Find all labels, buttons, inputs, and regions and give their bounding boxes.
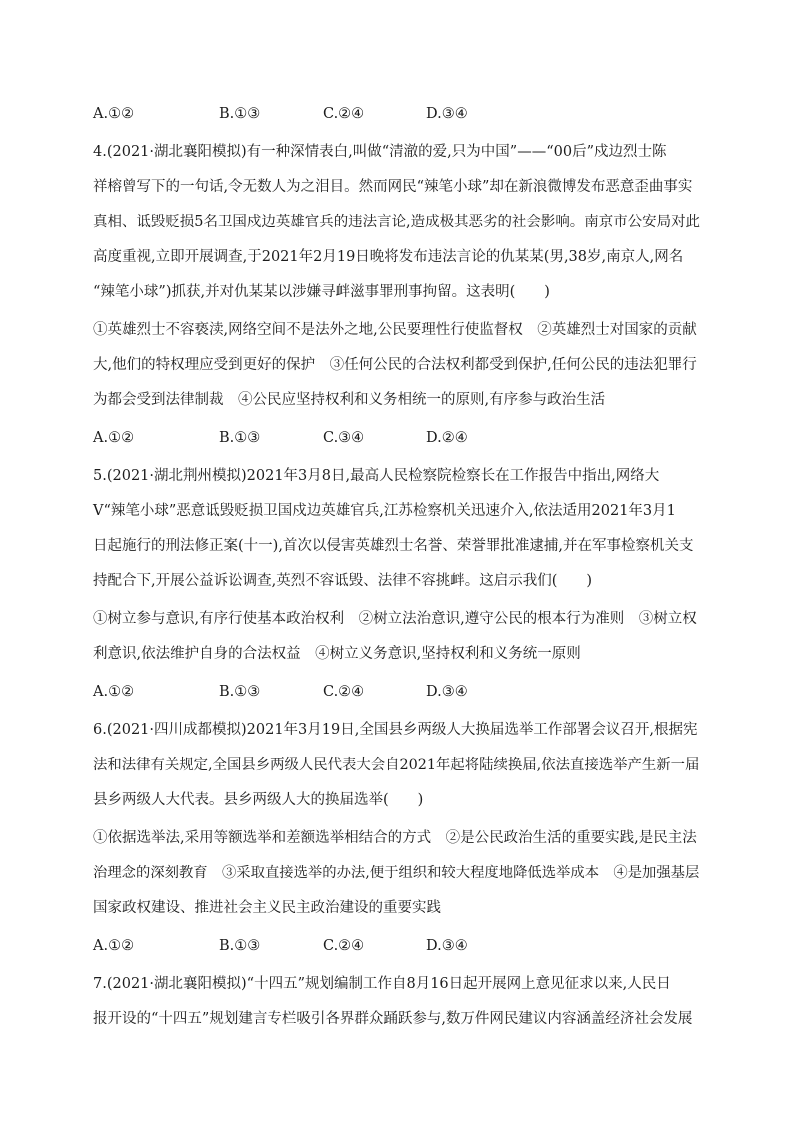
- q3-option-a[interactable]: A.①②: [93, 106, 135, 122]
- q4-option-d[interactable]: D.②④: [426, 430, 468, 446]
- q4-stem-line: 祥榕曾写下的一句话,令无数人为之泪目。然而网民“辣笔小球”却在新浪微博发布恶意歪曲事实: [93, 179, 693, 195]
- q4-statement-line: 为都会受到法律制裁 ④公民应坚持权利和义务相统一的原则,有序参与政治生活: [93, 392, 606, 408]
- q6-statement-line: 国家政权建设、推进社会主义民主政治建设的重要实践: [93, 900, 441, 916]
- q6-stem-line: 县乡两级人大代表。县乡两级人大的换届选举( ): [93, 792, 424, 808]
- q6-option-b[interactable]: B.①③: [219, 938, 261, 954]
- q5-statement-line: ①树立参与意识,有序行使基本政治权利 ②树立法治意识,遵守公民的根本行为准则 ③树立权: [93, 611, 697, 627]
- q5-option-a[interactable]: A.①②: [93, 684, 135, 700]
- q5-option-d[interactable]: D.③④: [426, 684, 468, 700]
- q3-options: [93, 104, 653, 124]
- q4-statement-line: 大,他们的特权理应受到更好的保护 ③任何公民的合法权利都受到保护,任何公民的违法犯罪行: [93, 357, 697, 373]
- q4-stem-line: 高度重视,立即开展调查,于2021年2月19日晚将发布违法言论的仇某某(男,38岁,南京人,网名: [93, 249, 684, 265]
- q4-stem-line: 4.(2021·湖北襄阳模拟)有一种深情表白,叫做“清澈的爱,只为中国”——“00后”戍边烈士陈: [93, 144, 667, 160]
- q4-option-a[interactable]: A.①②: [93, 430, 135, 446]
- q6-statement-line: ①依据选举法,采用等额选举和差额选举相结合的方式 ②是公民政治生活的重要实践,是民主法: [93, 830, 697, 846]
- q6-stem-line: 6.(2021·四川成都模拟)2021年3月19日,全国县乡两级人大换届选举工作部署会议召开,根据宪: [93, 722, 698, 738]
- q5-stem-line: 5.(2021·湖北荆州模拟)2021年3月8日,最高人民检察院检察长在工作报告中指出,网络大: [93, 468, 660, 484]
- q5-stem-line: 持配合下,开展公益诉讼调查,英烈不容诋毁、法律不容挑衅。这启示我们( ): [93, 573, 593, 589]
- q5-options: [93, 682, 653, 702]
- q3-option-d[interactable]: D.③④: [426, 106, 468, 122]
- q5-stem-line: V“辣笔小球”恶意诋毁贬损卫国戍边英雄官兵,江苏检察机关迅速介入,依法适用2021年3月1: [93, 503, 676, 519]
- q5-stem-line: 日起施行的刑法修正案(十一),首次以侵害英雄烈士名誉、荣誉罪批准逮捕,并在军事检察机关支: [93, 538, 694, 554]
- q4-statement-line: ①英雄烈士不容亵渎,网络空间不是法外之地,公民要理性行使监督权 ②英雄烈士对国家的贡献: [93, 322, 697, 338]
- q6-option-a[interactable]: A.①②: [93, 938, 135, 954]
- q4-option-c[interactable]: C.③④: [323, 430, 365, 446]
- q3-option-c[interactable]: C.②④: [323, 106, 365, 122]
- q5-option-b[interactable]: B.①③: [219, 684, 261, 700]
- q6-option-c[interactable]: C.②④: [323, 938, 365, 954]
- q4-stem-line: 真相、诋毁贬损5名卫国戍边英雄官兵的违法言论,造成极其恶劣的社会影响。南京市公安局对此: [93, 214, 701, 230]
- q3-option-b[interactable]: B.①③: [219, 106, 261, 122]
- q6-stem-line: 法和法律有关规定,全国县乡两级人民代表大会自2021年起将陆续换届,依法直接选举产生新一届: [93, 757, 700, 773]
- q7-stem-line: 7.(2021·湖北襄阳模拟)“十四五”规划编制工作自8月16日起开展网上意见征求以来,人民日: [93, 976, 671, 992]
- q7-stem-line: 报开设的“十四五”规划建言专栏吸引各界群众踊跃参与,数万件网民建议内容涵盖经济社会发展: [93, 1011, 693, 1027]
- q6-option-d[interactable]: D.③④: [426, 938, 468, 954]
- q5-option-c[interactable]: C.②④: [323, 684, 365, 700]
- q5-statement-line: 利意识,依法维护自身的合法权益 ④树立义务意识,坚持权利和义务统一原则: [93, 646, 581, 662]
- q4-option-b[interactable]: B.①③: [219, 430, 261, 446]
- q6-statement-line: 治理念的深刻教育 ③采取直接选举的办法,便于组织和较大程度地降低选举成本 ④是加强基层: [93, 865, 700, 881]
- q4-stem-line: “辣笔小球”)抓获,并对仇某某以涉嫌寻衅滋事罪刑事拘留。这表明( ): [93, 284, 550, 300]
- q4-options: [93, 428, 653, 448]
- q6-options: [93, 936, 653, 956]
